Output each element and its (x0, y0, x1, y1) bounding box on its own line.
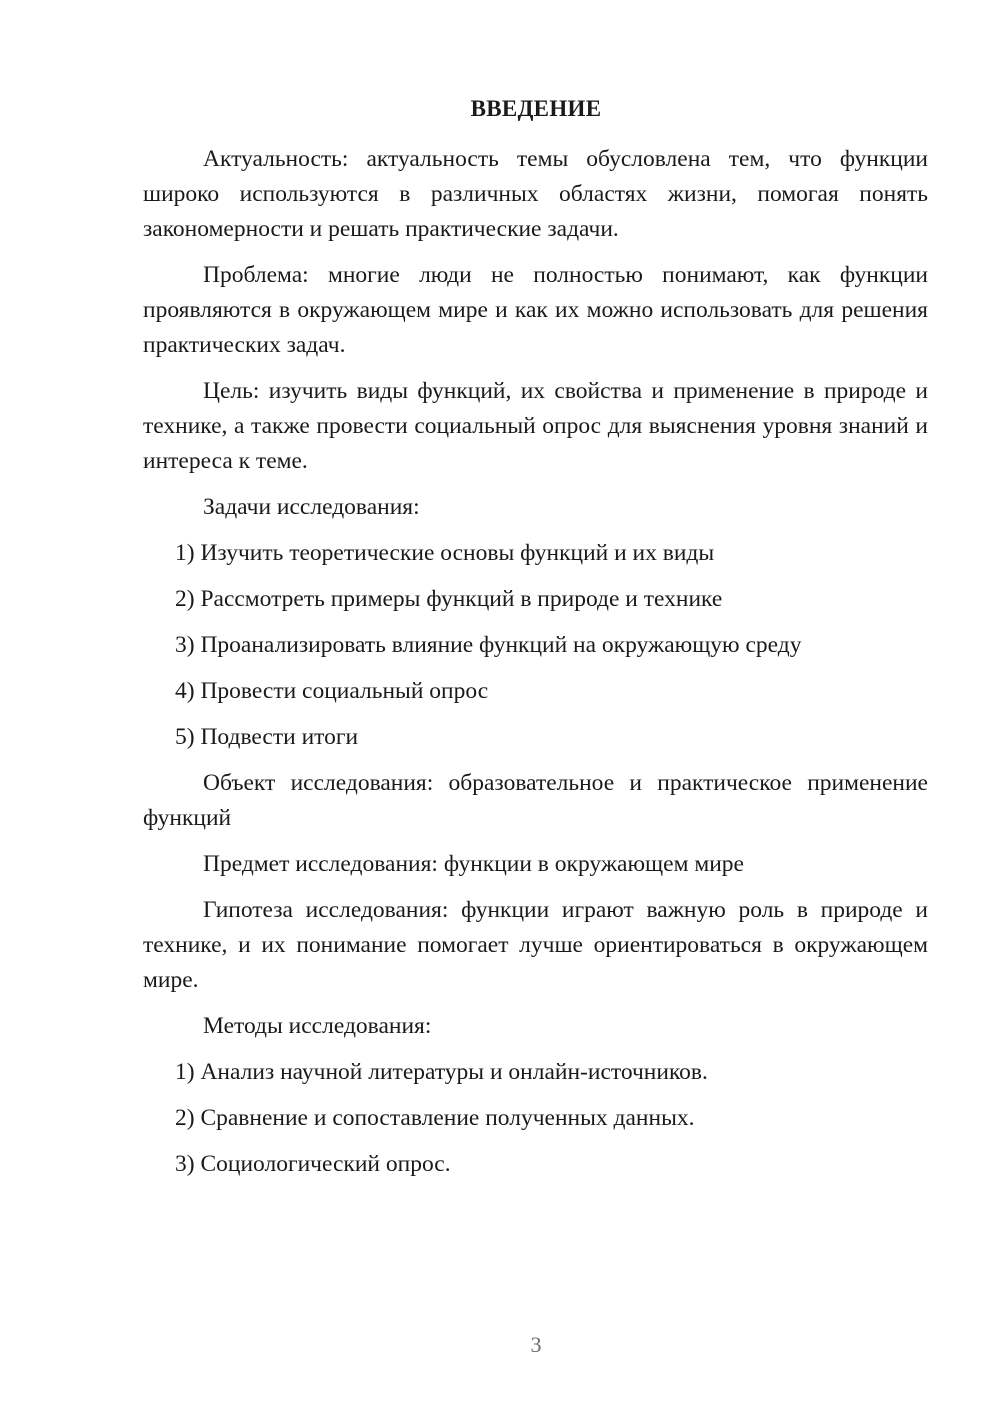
tasks-title: Задачи исследования: (203, 494, 420, 520)
list-item: 3) Социологический опрос. (175, 1151, 451, 1177)
subject-paragraph: Предмет исследования: функции в окружающем мире (203, 851, 744, 877)
list-item: 2) Рассмотреть примеры функций в природе и технике (175, 586, 723, 612)
page-number: 3 (530, 1332, 542, 1357)
problem-paragraph: Проблема: многие люди не полностью понимают, как функции проявляются в окружающем мире и как их можно использовать для решения практических задач. (143, 262, 928, 358)
section-heading: ВВЕДЕНИЕ (470, 96, 602, 121)
list-item: 1) Анализ научной литературы и онлайн-источников. (175, 1059, 708, 1085)
list-item: 5) Подвести итоги (175, 724, 359, 750)
list-item: 4) Провести социальный опрос (175, 678, 489, 704)
methods-title: Методы исследования: (203, 1013, 432, 1039)
relevance-paragraph: Актуальность: актуальность темы обусловлена тем, что функции широко используются в различных областях жизни, помогая понять закономерности и решать практические задачи. (143, 146, 928, 242)
tasks-list (143, 536, 928, 755)
hypothesis-paragraph: Гипотеза исследования: функции играют важную роль в природе и технике, и их понимание помогает лучше ориентироваться в окружающем мире. (143, 897, 928, 993)
list-item: 1) Изучить теоретические основы функций и их виды (175, 540, 715, 566)
object-paragraph: Объект исследования: образовательное и практическое применение функций (143, 770, 928, 831)
body-text (143, 142, 928, 1193)
list-item: 3) Проанализировать влияние функций на окружающую среду (175, 632, 802, 658)
methods-list (143, 1055, 928, 1182)
list-item: 2) Сравнение и сопоставление полученных данных. (175, 1105, 695, 1131)
goal-paragraph: Цель: изучить виды функций, их свойства и применение в природе и технике, а также провести социальный опрос для выяснения уровня знаний и интереса к теме. (143, 378, 928, 474)
